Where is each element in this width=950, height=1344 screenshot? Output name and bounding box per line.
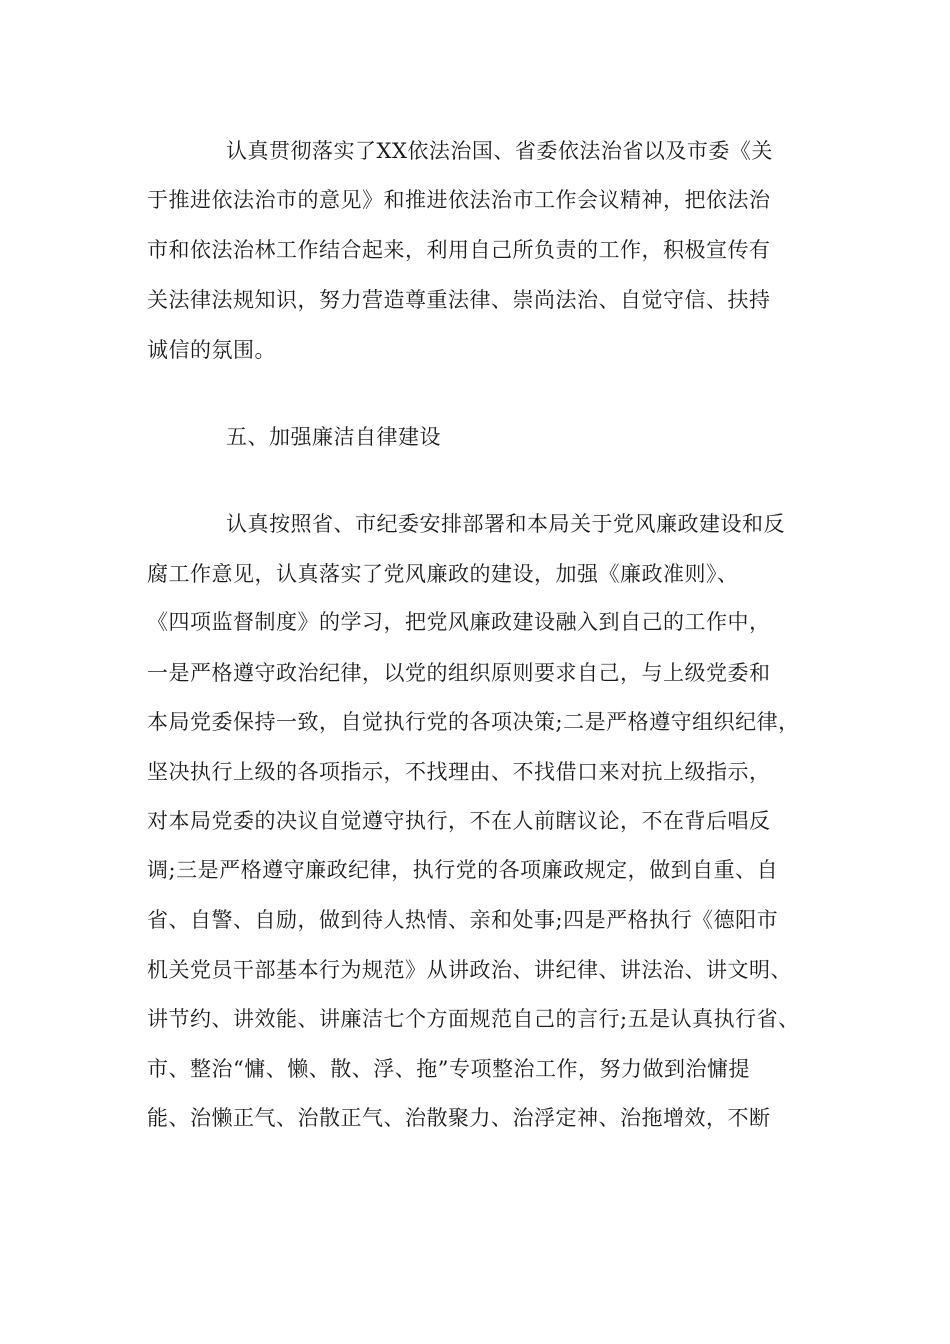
paragraph-1-line-4: 关法律法规知识，努力营造尊重法律、崇尚法治、自觉守信、扶持 [147,288,771,312]
paragraph-2-line-7: 对本局党委的决议自觉遵守执行，不在人前瞎议论，不在背后唱反 [147,809,771,833]
section-heading-5: 五、加强廉洁自律建设 [226,425,441,449]
paragraph-2-line-6: 坚决执行上级的各项指示，不找理由、不找借口来对抗上级指示， [147,760,771,784]
paragraph-2-line-2: 腐工作意见，认真落实了党风廉政的建设，加强《廉政准则》、 [147,562,739,586]
paragraph-2-line-8: 调;三是严格遵守廉政纪律，执行党的各项廉政规定，做到自重、自 [147,858,779,882]
paragraph-2-line-11: 讲节约、讲效能、讲廉洁七个方面规范自己的言行;五是认真执行省、 [147,1007,800,1031]
paragraph-2-line-5: 本局党委保持一致，自觉执行党的各项决策;二是严格遵守组织纪律， [147,710,800,734]
paragraph-2-line-10: 机关党员干部基本行为规范》从讲政治、讲纪律、讲法治、讲文明、 [147,958,792,982]
paragraph-2-line-1: 认真按照省、市纪委安排部署和本局关于党风廉政建设和反 [226,512,785,536]
paragraph-1-line-3: 市和依法治林工作结合起来，利用自己所负责的工作，积极宣传有 [147,238,771,262]
paragraph-2-line-12: 市、整治“慵、懒、散、浮、拖”专项整治工作，努力做到治慵提 [147,1057,750,1081]
paragraph-2-line-4: 一是严格遵守政治纪律，以党的组织原则要求自己，与上级党委和 [147,661,771,685]
paragraph-2-line-3: 《四项监督制度》的学习，把党风廉政建设融入到自己的工作中， [147,610,771,634]
paragraph-1-line-1: 认真贯彻落实了XX依法治国、省委依法治省以及市委《关 [226,139,773,163]
paragraph-2-line-13: 能、治懒正气、治散正气、治散聚力、治浮定神、治拖增效，不断 [147,1106,771,1130]
paragraph-1-line-2: 于推进依法治市的意见》和推进依法治市工作会议精神，把依法治 [147,188,771,212]
paragraph-1-line-5: 诚信的氛围。 [147,338,276,362]
paragraph-2-line-9: 省、自警、自励，做到待人热情、亲和处事;四是严格执行《德阳市 [147,908,779,932]
